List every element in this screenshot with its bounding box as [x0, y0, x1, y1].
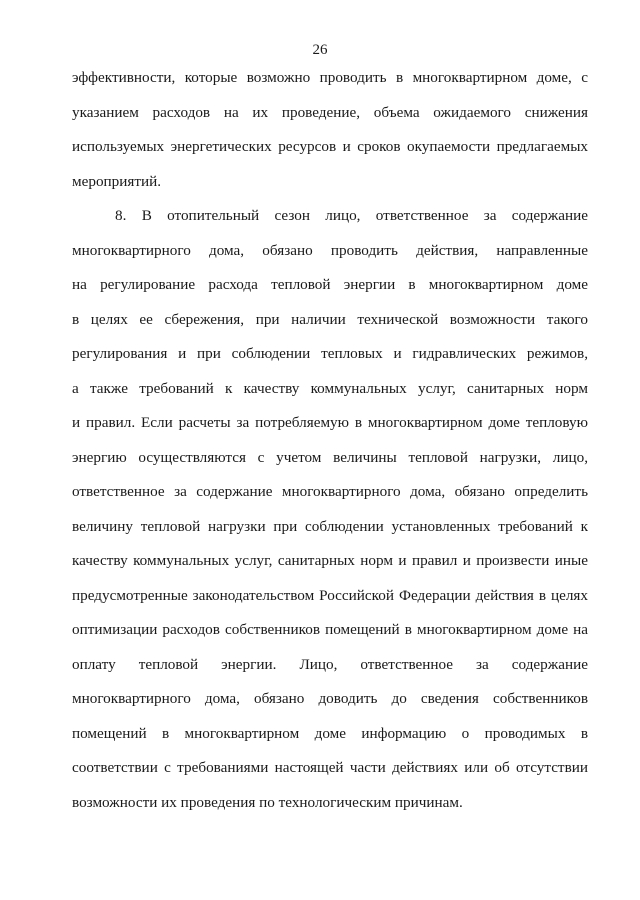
- text-line: соответствии с требованиями настоящей части действиях или об отсутствии: [72, 759, 588, 776]
- text-line: используемых энергетических ресурсов и сроков окупаемости предлагаемых: [72, 138, 588, 155]
- text-line: возможности их проведения по технологическим причинам.: [72, 793, 463, 811]
- text-line: эффективности, которые возможно проводить в многоквартирном доме, с: [72, 69, 588, 86]
- text-line: качеству коммунальных услуг, санитарных норм и правил и произвести иные: [72, 552, 588, 569]
- text-line: энергию осуществляются с учетом величины тепловой нагрузки, лицо,: [72, 448, 588, 466]
- text-line: на регулирование расхода тепловой энергии в многоквартирном доме: [72, 276, 588, 293]
- text-line: оптимизации расходов собственников помещений в многоквартирном доме на: [72, 621, 588, 638]
- text-line: указанием расходов на их проведение, объема ожидаемого снижения: [72, 103, 588, 121]
- body-text: [72, 68, 588, 827]
- text-line: в целях ее сбережения, при наличии технической возможности такого: [72, 310, 588, 328]
- text-line: многоквартирного дома, обязано проводить действия, направленные: [72, 241, 588, 259]
- text-line: оплату тепловой энергии. Лицо, ответственное за содержание: [72, 655, 588, 673]
- text-line: помещений в многоквартирном доме информацию о проводимых в: [72, 724, 588, 742]
- text-line: многоквартирного дома, обязано доводить до сведения собственников: [72, 690, 588, 707]
- page-number: 26: [312, 42, 328, 58]
- text-line: ответственное за содержание многоквартирного дома, обязано определить: [72, 483, 588, 500]
- text-line: 8. В отопительный сезон лицо, ответственное за содержание: [115, 207, 588, 224]
- text-line: регулирования и при соблюдении тепловых и гидравлических режимов,: [72, 345, 588, 362]
- text-line: и правил. Если расчеты за потребляемую в многоквартирном доме тепловую: [72, 414, 588, 431]
- text-line: а также требований к качеству коммунальных услуг, санитарных норм: [72, 379, 588, 397]
- text-line: величину тепловой нагрузки при соблюдении установленных требований к: [72, 517, 588, 535]
- text-line: предусмотренные законодательством Российской Федерации действия в целях: [72, 586, 588, 604]
- text-line: мероприятий.: [72, 172, 162, 190]
